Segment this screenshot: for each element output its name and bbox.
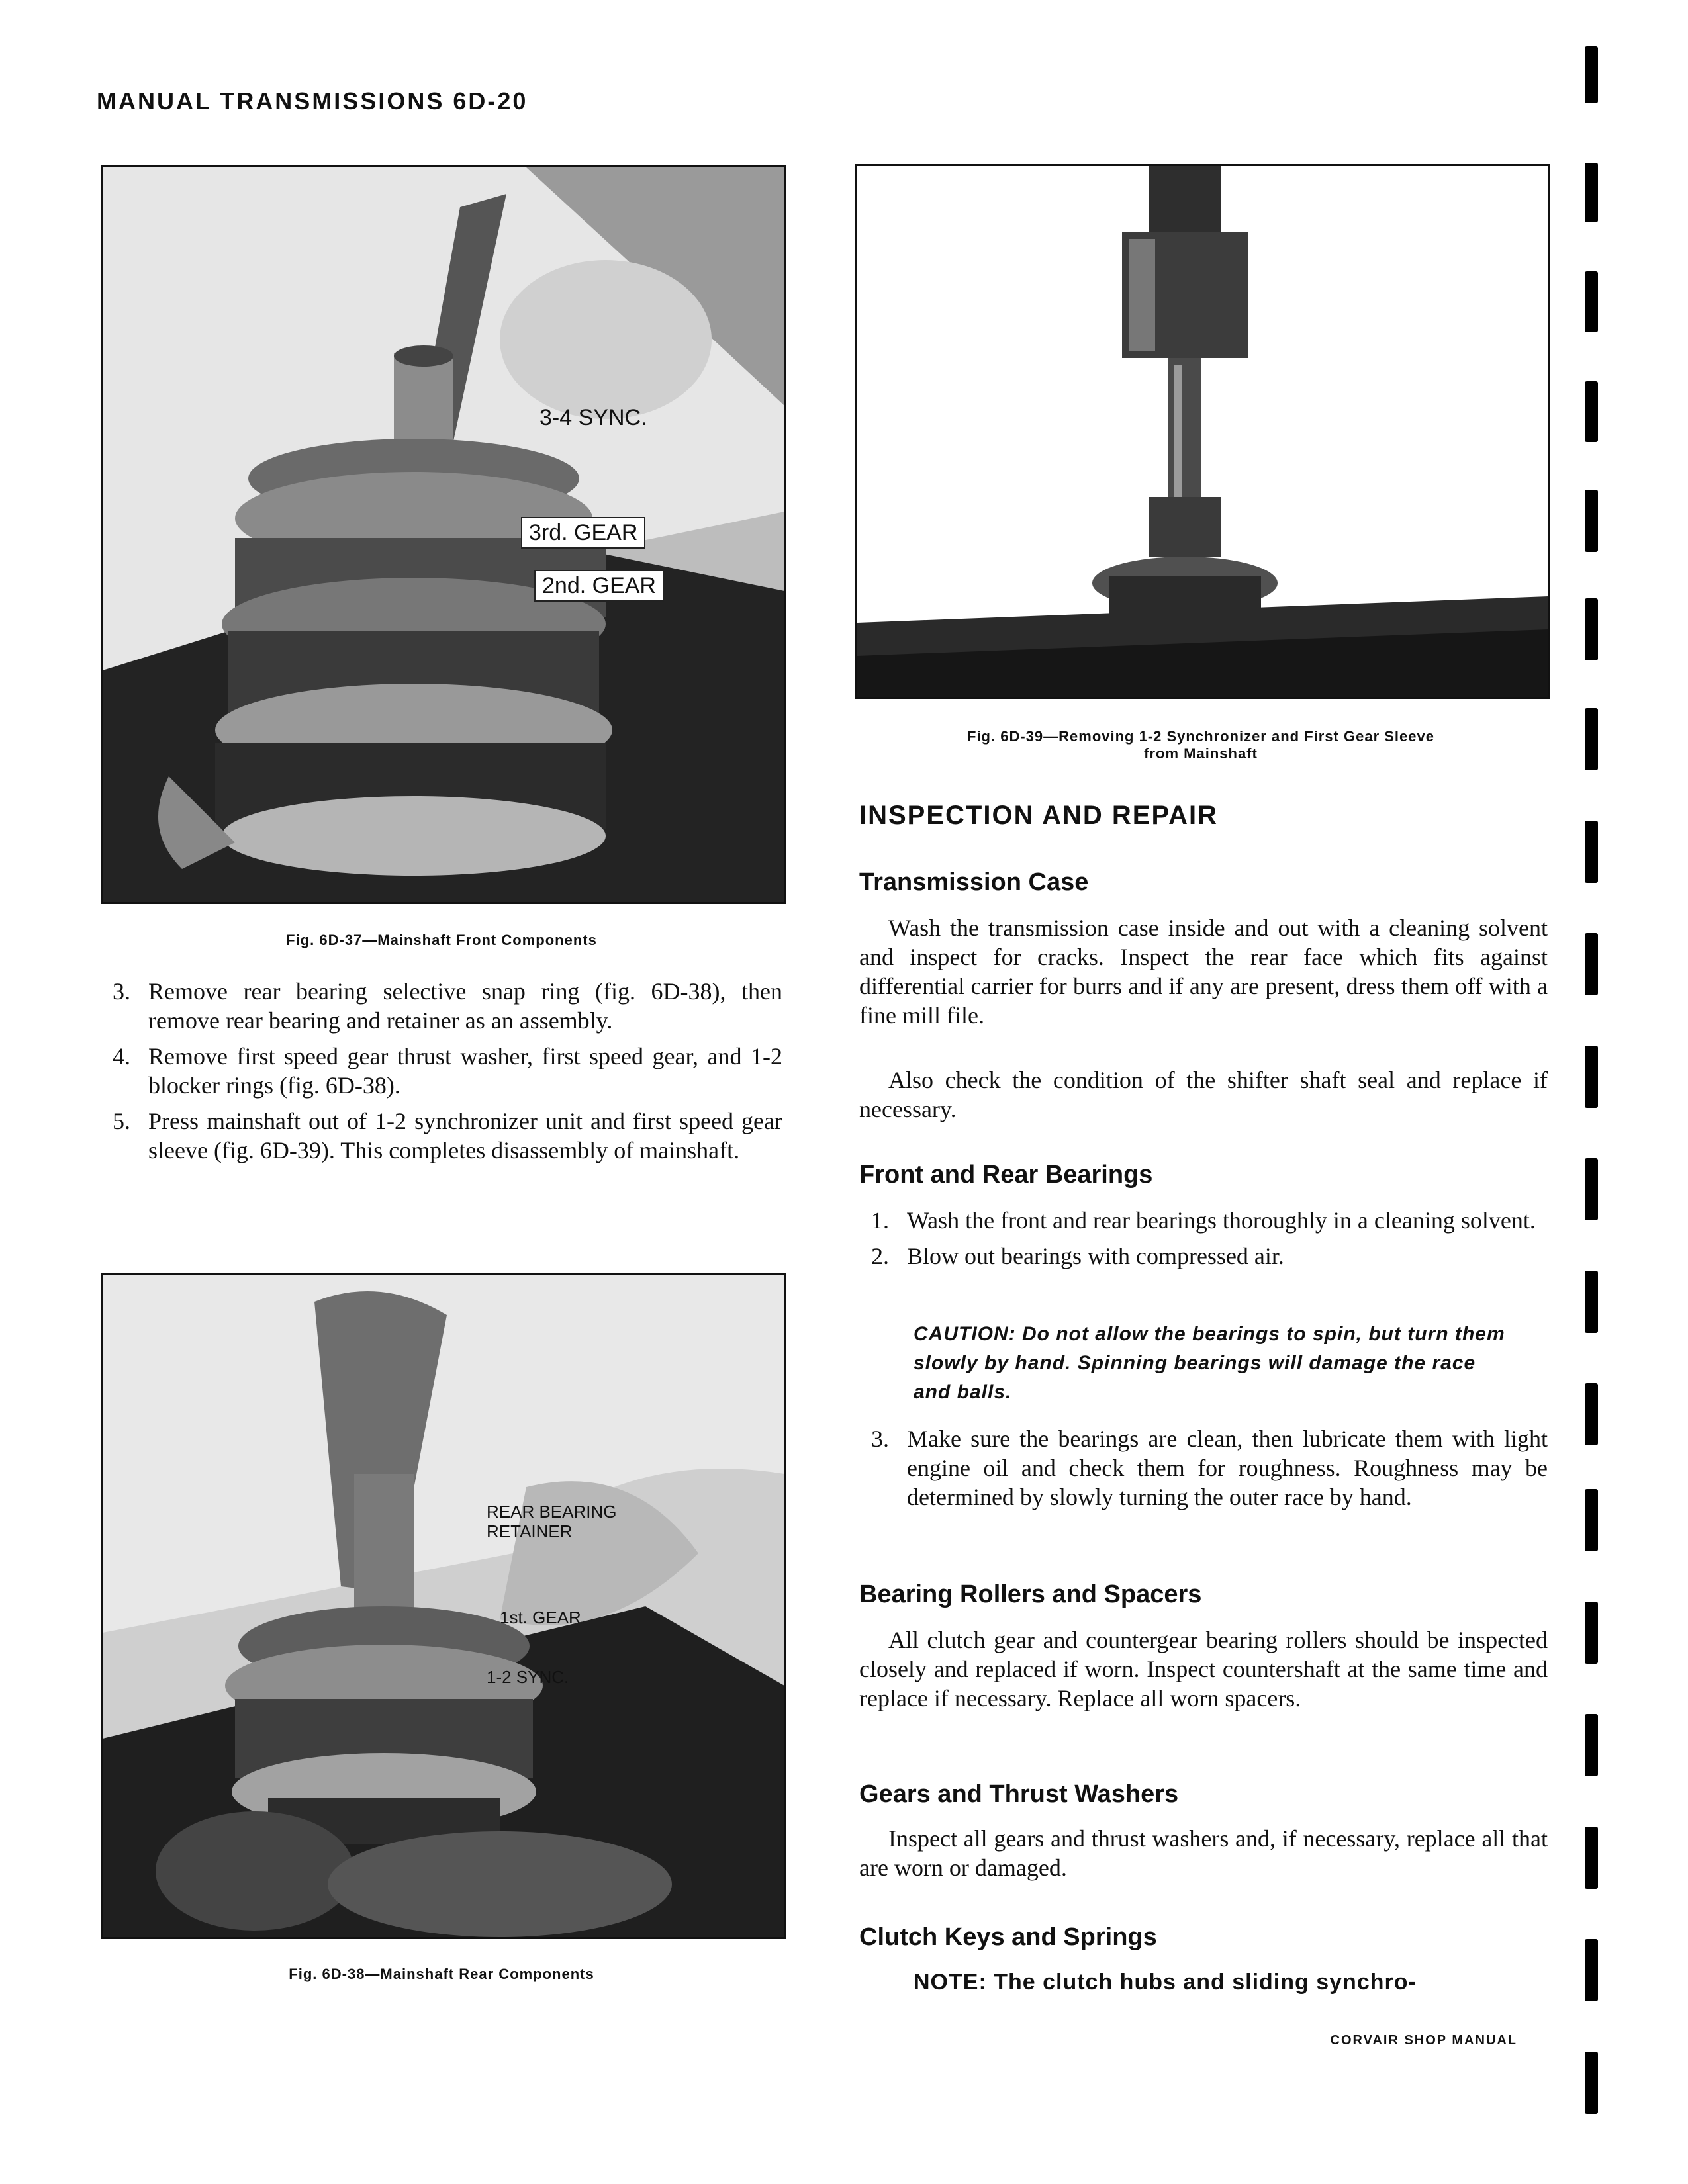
list-item: 2. Blow out bearings with compressed air. xyxy=(871,1243,1284,1269)
figure-6d-38-photo xyxy=(101,1273,786,1939)
page-footer: CORVAIR SHOP MANUAL xyxy=(1330,2033,1517,2048)
bearing-rollers-heading: Bearing Rollers and Spacers xyxy=(859,1580,1202,1608)
disassembly-steps-list xyxy=(101,977,782,1171)
clutch-keys-springs-heading: Clutch Keys and Springs xyxy=(859,1923,1157,1951)
transmission-case-paragraph-2: Also check the condition of the shifter shaft seal and replace if necessary. xyxy=(859,1067,1548,1122)
figure-6d-37-caption: Fig. 6D-37—Mainshaft Front Components xyxy=(286,932,597,948)
binding-mark xyxy=(1585,1046,1598,1108)
binding-mark xyxy=(1585,1939,1598,2001)
binding-mark xyxy=(1585,1383,1598,1445)
binding-mark xyxy=(1585,708,1598,770)
list-item: 3. Remove rear bearing selective snap ring (fig. 6D-38), then remove rear bearing and retainer as an assembly. xyxy=(113,978,782,1034)
binding-mark xyxy=(1585,1602,1598,1664)
list-item: 4. Remove first speed gear thrust washer, first speed gear, and 1-2 blocker rings (fig. 6D-38). xyxy=(113,1043,782,1099)
figure-6d-39-photo xyxy=(855,164,1550,699)
binding-mark xyxy=(1585,821,1598,883)
label-rear-bearing-retainer: REAR BEARING RETAINER xyxy=(487,1502,617,1541)
press-removing-synchronizer-illustration xyxy=(857,166,1548,697)
binding-mark xyxy=(1585,1489,1598,1551)
bearing-steps-list xyxy=(859,1206,1548,1277)
binding-mark xyxy=(1585,2052,1598,2114)
list-item: 5. Press mainshaft out of 1-2 synchronizer unit and first speed gear sleeve (fig. 6D-39). This completes disassembly of mainshaft. xyxy=(113,1108,782,1163)
binding-mark xyxy=(1585,1714,1598,1776)
gears-thrust-washers-heading: Gears and Thrust Washers xyxy=(859,1780,1179,1808)
list-item: 1. Wash the front and rear bearings thoroughly in a cleaning solvent. xyxy=(871,1207,1536,1234)
binding-mark xyxy=(1585,1271,1598,1333)
binding-mark xyxy=(1585,1158,1598,1220)
figure-6d-39-caption: Fig. 6D-39—Removing 1-2 Synchronizer and First Gear Sleeve from Mainshaft xyxy=(967,728,1434,762)
label-2nd-gear: 2nd. GEAR xyxy=(534,570,664,602)
bearing-rollers-paragraph: All clutch gear and countergear bearing rollers should be inspected closely and replaced if worn. Inspect countershaft at the same time and replace if necessary. Replace all worn spacers. xyxy=(859,1627,1548,1711)
label-3-4-sync: 3-4 SYNC. xyxy=(539,405,647,430)
binding-mark xyxy=(1585,490,1598,552)
inspection-and-repair-heading: INSPECTION AND REPAIR xyxy=(859,801,1219,830)
front-and-rear-bearings-heading: Front and Rear Bearings xyxy=(859,1161,1153,1189)
transmission-case-heading: Transmission Case xyxy=(859,868,1089,896)
figure-6d-38-caption: Fig. 6D-38—Mainshaft Rear Components xyxy=(289,1966,594,1982)
caution-note: CAUTION: Do not allow the bearings to spin, but turn them slowly by hand. Spinning bearings will damage the race and balls. xyxy=(914,1323,1505,1403)
label-3rd-gear: 3rd. GEAR xyxy=(521,517,645,549)
binding-mark xyxy=(1585,598,1598,660)
binding-mark xyxy=(1585,1827,1598,1889)
binding-mark xyxy=(1585,46,1598,103)
clutch-keys-note: NOTE: The clutch hubs and sliding synchro- xyxy=(914,1970,1417,1995)
mainshaft-front-illustration xyxy=(103,167,784,902)
transmission-case-paragraph-1: Wash the transmission case inside and out with a cleaning solvent and inspect for cracks. Inspect the rear face which fits against differential carrier for burrs and if any are present, dress them off with a fine mill file. xyxy=(859,915,1548,1028)
bearing-step-3-list xyxy=(859,1424,1548,1518)
binding-mark xyxy=(1585,271,1598,332)
label-1-2-sync: 1-2 SYNC. xyxy=(487,1667,569,1687)
binding-marks xyxy=(1585,0,1611,2184)
binding-mark xyxy=(1585,933,1598,995)
label-1st-gear: 1st. GEAR xyxy=(500,1608,581,1627)
mainshaft-rear-illustration xyxy=(103,1275,784,1937)
binding-mark xyxy=(1585,163,1598,222)
page-header: MANUAL TRANSMISSIONS 6D-20 xyxy=(97,87,528,114)
gears-thrust-washers-paragraph: Inspect all gears and thrust washers and, if necessary, replace all that are worn or damaged. xyxy=(859,1825,1548,1881)
figure-6d-37-photo xyxy=(101,165,786,904)
binding-mark xyxy=(1585,381,1598,442)
list-item: 3. Make sure the bearings are clean, then lubricate them with light engine oil and check them for roughness. Roughness may be determined by slowly turning the outer race by hand. xyxy=(871,1426,1548,1510)
